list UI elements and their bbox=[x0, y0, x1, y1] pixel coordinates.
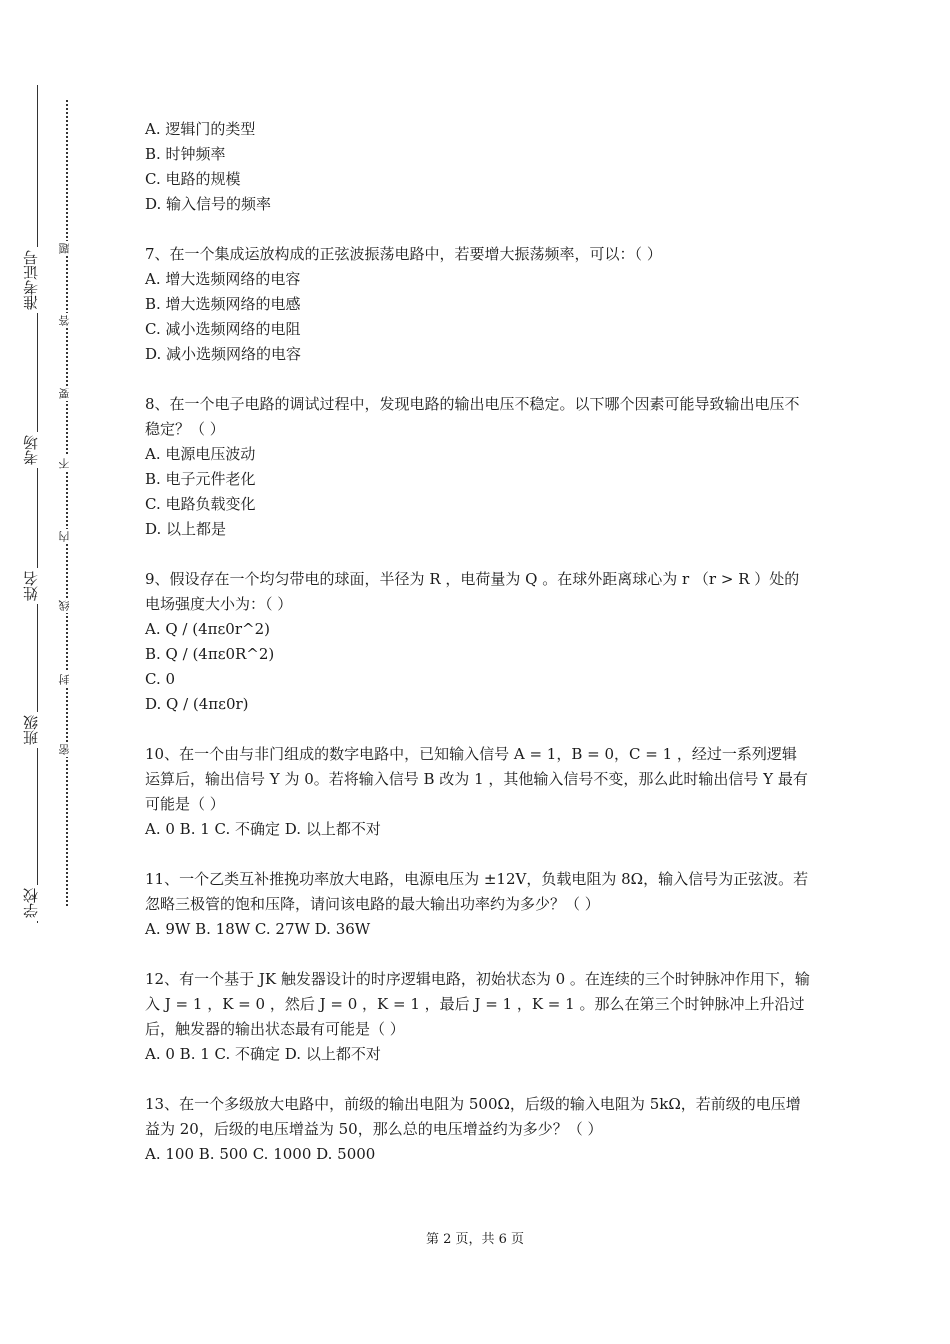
option: D. 输入信号的频率 bbox=[145, 195, 272, 213]
question-stem: 11、一个乙类互补推挽功率放大电路，电源电压为 ±12V，负载电阻为 8Ω，输入信号为正弦波。若忽略三极管的饱和压降，请问该电路的最大输出功率约为多少？（ ） bbox=[145, 870, 809, 913]
binding-field-exam-room: 考场 bbox=[22, 432, 52, 468]
option: C. 电路的规模 bbox=[145, 170, 241, 188]
inline-options: A. 9W B. 18W C. 27W D. 36W bbox=[145, 920, 371, 938]
seal-char: 封 bbox=[58, 672, 76, 687]
inline-options: A. 0 B. 1 C. 不确定 D. 以上都不对 bbox=[145, 820, 381, 838]
option: B. 时钟频率 bbox=[145, 145, 226, 163]
option: B. 电子元件老化 bbox=[145, 470, 256, 488]
option: C. 0 bbox=[145, 670, 176, 688]
question-13 bbox=[145, 1092, 810, 1167]
question-7 bbox=[145, 242, 810, 367]
seal-char: 答 bbox=[58, 313, 76, 328]
option: A. Q / (4πε0r^2) bbox=[145, 620, 270, 638]
page-footer: 第 2 页，共 6 页 bbox=[425, 1232, 525, 1247]
exam-content bbox=[145, 117, 810, 1167]
question-stem: 10、在一个由与非门组成的数字电路中，已知输入信号 A = 1，B = 0，C = 1 ，经过一系列逻辑运算后，输出信号 Y 为 0。若将输入信号 B 改为 1 ，其他输入信号不变，那么此时输出信号 Y 最有可能是（ ） bbox=[145, 745, 808, 813]
question-stem: 12、有一个基于 JK 触发器设计的时序逻辑电路，初始状态为 0 。在连续的三个时钟脉冲作用下，输入 J = 1 ，K = 0 ，然后 J = 0 ，K = 1 ，最后 J = 1 ，K = 1 。那么在第三个时钟脉冲上升沿过后，触发器的输出状态最有可能是（ ） bbox=[145, 970, 810, 1038]
option: D. Q / (4πε0r) bbox=[145, 695, 249, 713]
inline-options: A. 100 B. 500 C. 1000 D. 5000 bbox=[145, 1145, 376, 1163]
binding-line bbox=[37, 85, 38, 923]
seal-char: 不 bbox=[58, 456, 76, 471]
question-8 bbox=[145, 392, 810, 542]
binding-field-school: 学校 bbox=[22, 885, 52, 921]
question-stem: 13、在一个多级放大电路中，前级的输出电阻为 500Ω，后级的输入电阻为 5kΩ，若前级的电压增益为 20，后级的电压增益为 50，那么总的电压增益约为多少？（ ） bbox=[145, 1095, 801, 1138]
binding-field-exam-number: 准考证号 bbox=[22, 247, 52, 313]
seal-char: 题 bbox=[58, 241, 76, 256]
option: D. 以上都是 bbox=[145, 520, 227, 538]
option: A. 增大选频网络的电容 bbox=[145, 270, 301, 288]
option: A. 逻辑门的类型 bbox=[145, 120, 256, 138]
continued-options bbox=[145, 117, 810, 217]
binding-field-class: 班级 bbox=[22, 712, 52, 748]
option: D. 减小选频网络的电容 bbox=[145, 345, 302, 363]
option: A. 电源电压波动 bbox=[145, 445, 256, 463]
option: B. 增大选频网络的电感 bbox=[145, 295, 301, 313]
option: B. Q / (4πε0R^2) bbox=[145, 645, 275, 663]
option: C. 减小选频网络的电阻 bbox=[145, 320, 301, 338]
inline-options: A. 0 B. 1 C. 不确定 D. 以上都不对 bbox=[145, 1045, 381, 1063]
seal-char: 线 bbox=[58, 598, 76, 613]
seal-char: 内 bbox=[58, 529, 76, 544]
question-9 bbox=[145, 567, 810, 717]
question-stem: 9、假设存在一个均匀带电的球面，半径为 R ，电荷量为 Q 。在球外距离球心为 r （r > R ）处的电场强度大小为：（ ） bbox=[145, 570, 800, 613]
seal-char: 要 bbox=[58, 386, 76, 401]
question-10 bbox=[145, 742, 810, 842]
question-12 bbox=[145, 967, 810, 1067]
binding-field-name: 姓名 bbox=[22, 568, 52, 604]
seal-dotted-line bbox=[66, 100, 68, 906]
option: C. 电路负载变化 bbox=[145, 495, 256, 513]
seal-char: 密 bbox=[58, 742, 76, 757]
question-stem: 8、在一个电子电路的调试过程中，发现电路的输出电压不稳定。以下哪个因素可能导致输出电压不稳定？（ ） bbox=[145, 395, 800, 438]
question-11 bbox=[145, 867, 810, 942]
question-stem: 7、在一个集成运放构成的正弦波振荡电路中，若要增大振荡频率，可以：（ ） bbox=[145, 245, 662, 263]
